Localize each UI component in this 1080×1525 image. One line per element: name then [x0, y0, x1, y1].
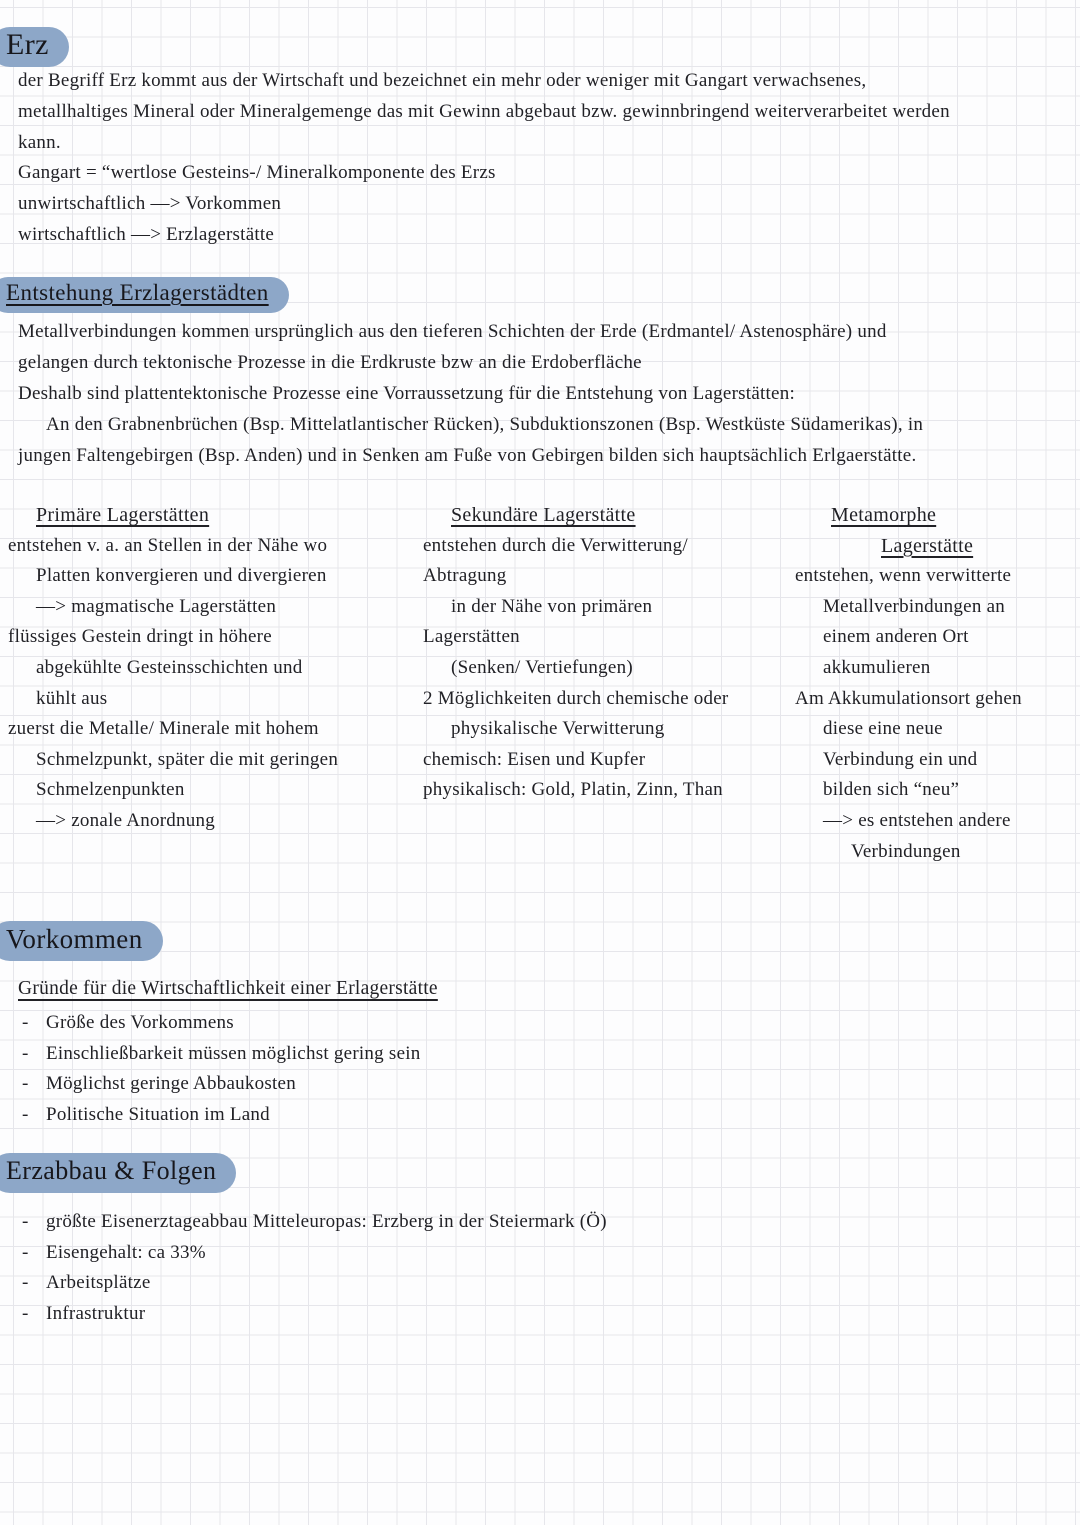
text-line: kühlt aus — [36, 687, 108, 709]
column-primaere-lagerstaetten — [8, 500, 398, 837]
section-title-entstehung: Entstehung Erzlagerstädten — [0, 277, 289, 313]
bullet-dash: - — [22, 1241, 29, 1263]
text-line: flüssiges Gestein dringt in höhere — [8, 626, 272, 648]
text-line: akkumulieren — [823, 656, 931, 678]
text-line: in der Nähe von primären — [451, 595, 653, 617]
text-line: Lagerstätten — [423, 626, 520, 648]
bullet-dash: - — [22, 1042, 29, 1064]
text-line: —> es entstehen andere — [823, 809, 1011, 831]
bullet-text: Politische Situation im Land — [46, 1103, 270, 1125]
list-item — [22, 1207, 607, 1238]
list-item — [22, 1069, 421, 1100]
text-line: physikalisch: Gold, Platin, Zinn, Than — [423, 779, 723, 801]
text-line: Deshalb sind plattentektonische Prozesse eine Vorraussetzung für die Entstehung von Lagerstätten: — [18, 383, 796, 404]
text-line: Verbindung ein und — [823, 748, 978, 770]
text-line: unwirtschaftlich —> Vorkommen — [18, 193, 282, 215]
erz-intro-text — [18, 66, 950, 251]
text-line: metallhaltiges Mineral oder Mineralgemenge das mit Gewinn abgebaut bzw. gewinnbringend weiterverarbeitet werden — [18, 100, 950, 122]
text-line: entstehen, wenn verwitterte — [795, 565, 1012, 587]
text-line: einem anderen Ort — [823, 626, 969, 648]
text-line: Metallverbindungen kommen ursprünglich aus den tieferen Schichten der Erde (Erdmantel/ Astenosphäre) und — [18, 321, 887, 342]
list-item — [22, 1238, 607, 1269]
list-item — [22, 1008, 421, 1039]
text-line: 2 Möglichkeiten durch chemische oder — [423, 687, 729, 709]
text-line: gelangen durch tektonische Prozesse in die Erdkruste bzw an die Erdoberfläche — [18, 352, 642, 373]
vorkommen-bullet-list — [22, 1008, 421, 1130]
bullet-text: Größe des Vorkommens — [46, 1012, 234, 1033]
text-line: entstehen durch die Verwitterung/ — [423, 534, 688, 556]
text-line: Schmelzpunkt, später die mit geringen — [36, 748, 339, 770]
text-line: —> magmatische Lagerstätten — [36, 595, 277, 617]
text-line: wirtschaftlich —> Erzlagerstätte — [18, 223, 275, 245]
text-line: diese eine neue — [823, 718, 943, 740]
text-line: chemisch: Eisen und Kupfer — [423, 748, 646, 770]
bullet-text: größte Eisenerztageabbau Mitteleuropas: Erzberg in der Steiermark (Ö) — [46, 1211, 607, 1232]
bullet-text: Arbeitsplätze — [46, 1272, 151, 1294]
bullet-dash: - — [22, 1302, 29, 1324]
list-item — [22, 1039, 421, 1070]
vorkommen-subtitle: Gründe für die Wirtschaftlichkeit einer Erlagerstätte — [18, 978, 438, 999]
text-line: abgekühlte Gesteinsschichten und — [36, 656, 303, 678]
bullet-text: Eisengehalt: ca 33% — [46, 1241, 206, 1263]
section-title-erz: Erz — [0, 27, 69, 67]
bullet-dash: - — [22, 1012, 29, 1033]
list-item — [22, 1268, 607, 1299]
text-line: der Begriff Erz kommt aus der Wirtschaft und bezeichnet ein mehr oder weniger mit Gangart verwachsenes, — [18, 70, 867, 91]
bullet-dash: - — [22, 1211, 29, 1232]
text-line: Verbindungen — [851, 840, 961, 862]
text-line: Schmelzenpunkten — [36, 779, 185, 801]
text-line: Am Akkumulationsort gehen — [795, 687, 1022, 709]
list-item — [22, 1299, 607, 1330]
text-line: Platten konvergieren und divergieren — [36, 565, 327, 587]
text-line: An den Grabnenbrüchen (Bsp. Mittelatlantischer Rücken), Subduktionszonen (Bsp. Westküste Südamerikas), in — [46, 414, 924, 435]
column-heading: Primäre Lagerstätten — [36, 504, 210, 526]
text-line: Gangart = “wertlose Gesteins-/ Mineralkomponente des Erzs — [18, 162, 496, 184]
text-line: zuerst die Metalle/ Minerale mit hohem — [8, 718, 319, 740]
text-line: physikalische Verwitterung — [451, 718, 665, 740]
text-line: Metallverbindungen an — [823, 595, 1006, 617]
bullet-dash: - — [22, 1103, 29, 1125]
text-line: Abtragung — [423, 565, 507, 587]
bullet-text: Infrastruktur — [46, 1302, 146, 1324]
bullet-dash: - — [22, 1272, 29, 1294]
column-heading: Sekundäre Lagerstätte — [451, 504, 636, 526]
bullet-text: Möglichst geringe Abbaukosten — [46, 1073, 296, 1095]
bullet-dash: - — [22, 1073, 29, 1095]
column-metamorphe-lagerstaette — [795, 500, 1080, 867]
erzabbau-bullet-list — [22, 1207, 607, 1329]
bullet-text: Einschließbarkeit müssen möglichst gering sein — [46, 1042, 421, 1064]
text-line: bilden sich “neu” — [823, 779, 960, 801]
text-line: (Senken/ Vertiefungen) — [451, 656, 633, 678]
list-item — [22, 1100, 421, 1131]
column-heading: Metamorphe — [831, 504, 937, 526]
text-line: jungen Faltengebirgen (Bsp. Anden) und in Senken am Fuße von Gebirgen bilden sich hauptsächlich Erlgaerstätte. — [18, 445, 917, 466]
section-title-erzabbau: Erzabbau & Folgen — [0, 1153, 236, 1193]
text-line: —> zonale Anordnung — [36, 809, 216, 831]
entstehung-text — [18, 316, 923, 471]
column-heading: Lagerstätte — [881, 534, 974, 557]
text-line: kann. — [18, 131, 61, 153]
section-title-vorkommen: Vorkommen — [0, 921, 163, 961]
column-sekundaere-lagerstaette — [423, 500, 783, 806]
text-line: entstehen v. a. an Stellen in der Nähe wo — [8, 534, 328, 556]
